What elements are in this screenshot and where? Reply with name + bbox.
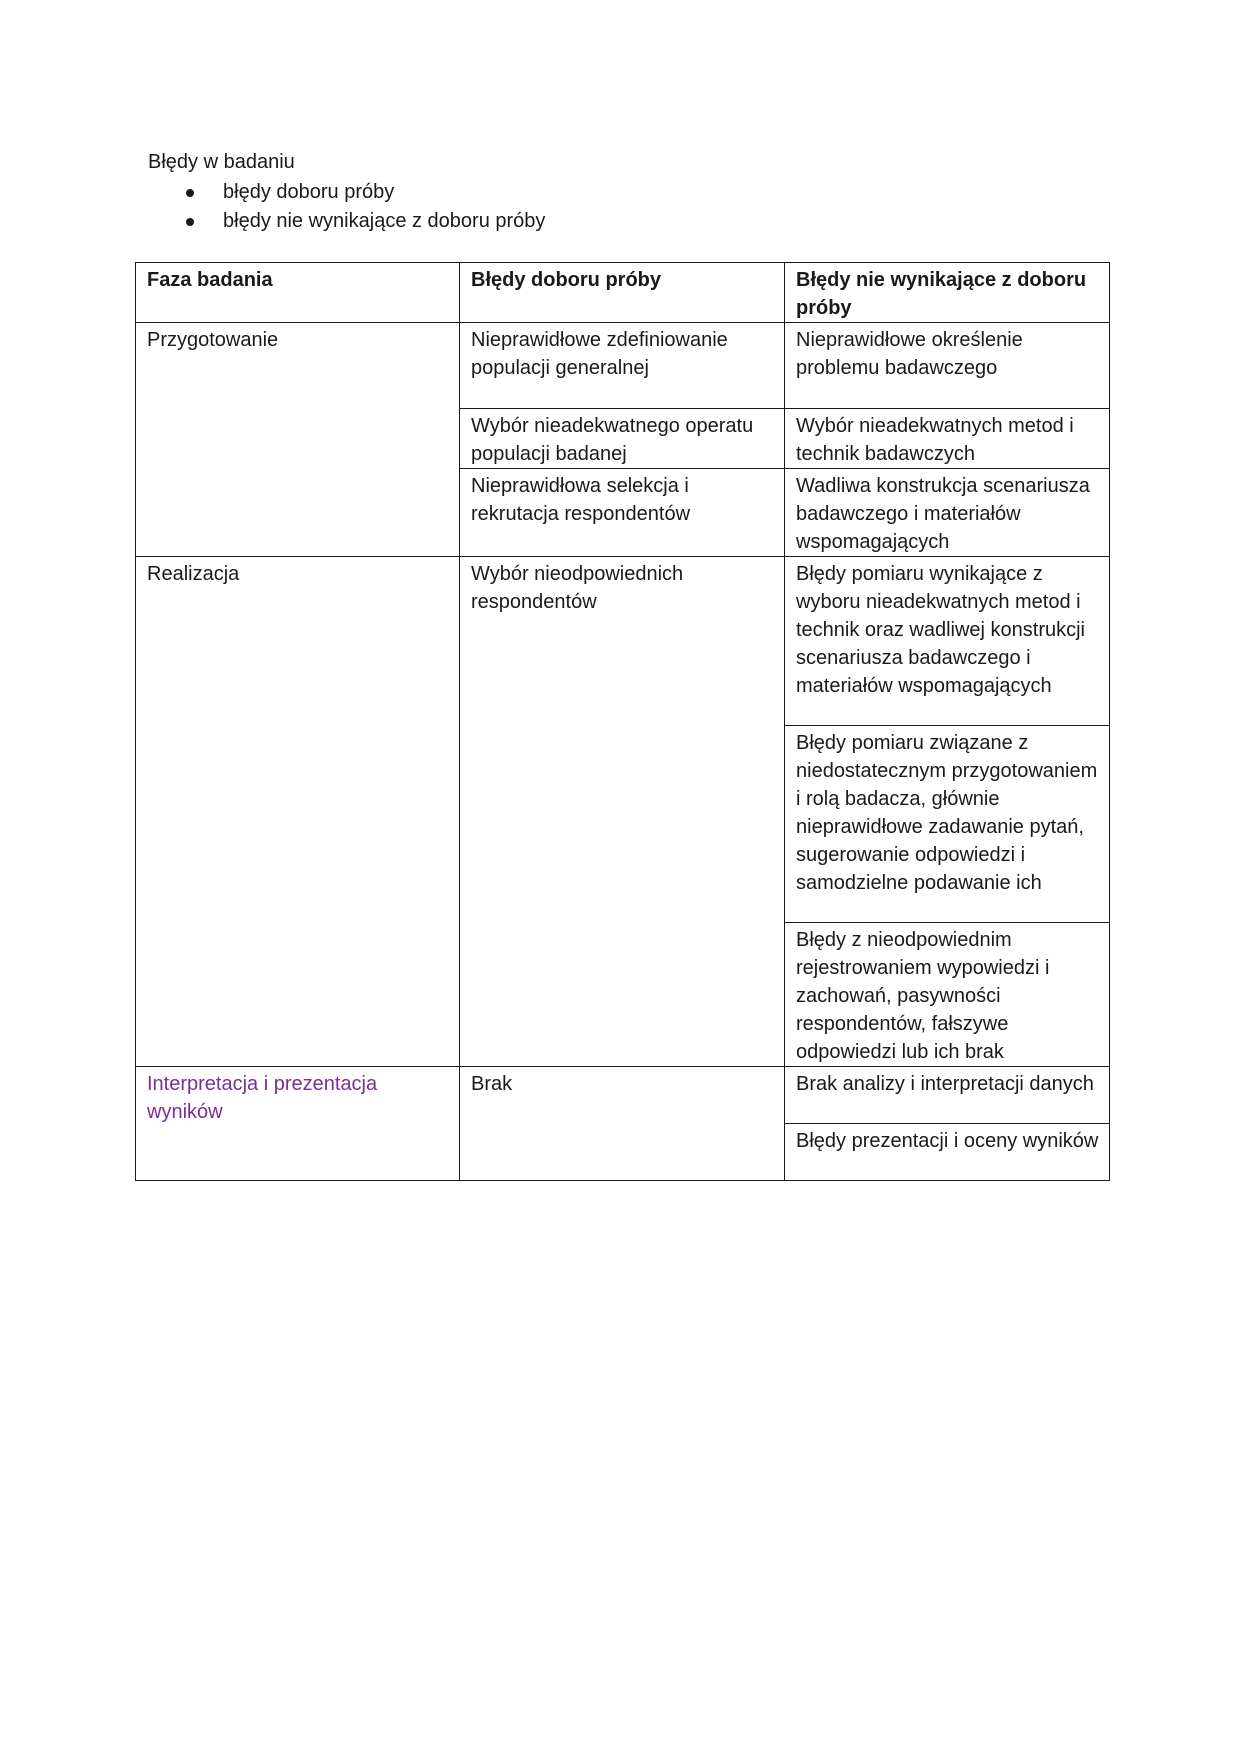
phase-cell: Realizacja	[136, 557, 460, 1067]
nonsampling-error-cell: Brak analizy i interpretacji danych	[785, 1067, 1110, 1124]
sampling-error-cell: Brak	[460, 1067, 785, 1181]
nonsampling-error-cell: Błędy prezentacji i oceny wyników	[785, 1124, 1110, 1181]
list-item	[148, 207, 545, 236]
nonsampling-error-cell: Nieprawidłowe określenie problemu badawczego	[785, 323, 1110, 409]
table-row	[136, 1067, 1110, 1124]
bullet-icon	[186, 218, 194, 226]
sampling-error-cell: Wybór nieadekwatnego operatu populacji badanej	[460, 409, 785, 469]
nonsampling-error-cell: Wybór nieadekwatnych metod i technik badawczych	[785, 409, 1110, 469]
header-nonsampling-errors: Błędy nie wynikające z doboru próby	[785, 263, 1110, 323]
nonsampling-error-cell: Błędy z nieodpowiednim rejestrowaniem wypowiedzi i zachowań, pasywności respondentów, fałszywe odpowiedzi lub ich brak	[785, 923, 1110, 1067]
bullet-list	[148, 178, 545, 236]
intro-title: Błędy w badaniu	[148, 151, 295, 173]
bullet-text: błędy doboru próby	[223, 181, 395, 203]
sampling-error-cell: Wybór nieodpowiednich respondentów	[460, 557, 785, 1067]
nonsampling-error-cell: Wadliwa konstrukcja scenariusza badawczego i materiałów wspomagających	[785, 469, 1110, 557]
header-phase: Faza badania	[136, 263, 460, 323]
bullet-text: błędy nie wynikające z doboru próby	[223, 210, 546, 232]
phase-cell: Interpretacja i prezentacja wyników	[136, 1067, 460, 1181]
sampling-error-cell: Nieprawidłowe zdefiniowanie populacji generalnej	[460, 323, 785, 409]
sampling-error-cell: Nieprawidłowa selekcja i rekrutacja respondentów	[460, 469, 785, 557]
bullet-icon	[186, 189, 194, 197]
table-header-row	[136, 263, 1110, 323]
table-row	[136, 323, 1110, 409]
table-row	[136, 557, 1110, 726]
phase-cell: Przygotowanie	[136, 323, 460, 557]
header-sampling-errors: Błędy doboru próby	[460, 263, 785, 323]
list-item	[148, 178, 545, 207]
nonsampling-error-cell: Błędy pomiaru wynikające z wyboru nieadekwatnych metod i technik oraz wadliwej konstrukcji scenariusza badawczego i materiałów wspomagających	[785, 557, 1110, 726]
errors-table	[135, 262, 1110, 1181]
nonsampling-error-cell: Błędy pomiaru związane z niedostatecznym przygotowaniem i rolą badacza, głównie nieprawidłowe zadawanie pytań, sugerowanie odpowiedzi i samodzielne podawanie ich	[785, 726, 1110, 923]
